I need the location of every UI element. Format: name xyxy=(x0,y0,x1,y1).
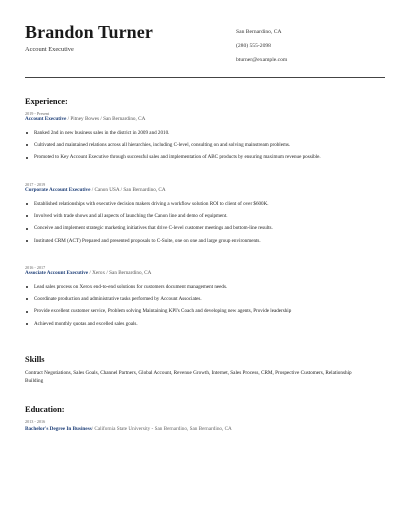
job-role xyxy=(25,187,365,194)
job-entry xyxy=(25,265,365,333)
skills-list: Contract Negotiations, Sales Goals, Channel Partners, Global Account, Revenue Growth, Internet, Sales Process, CRM, Prospective Customers, Relationship Building xyxy=(25,370,352,384)
job-bullet: Ranked 2nd in new business sales in the district in 2009 and 2010. xyxy=(25,130,365,136)
job-bullet: Conceive and implement strategic marketing initiatives that drive C-level customer meetings and bottom-line results. xyxy=(25,225,365,231)
job-bullets xyxy=(25,284,365,327)
skills-heading: Skills xyxy=(25,355,45,364)
job-bullet: Lead sales process on Xerox end-to-end solutions for customers document management needs. xyxy=(25,284,365,290)
job-company: / Canon USA / San Bernardino, CA xyxy=(90,187,166,193)
education-heading: Education: xyxy=(25,405,65,414)
job-dates: 2016 - 2017 xyxy=(25,265,46,270)
job-position: Account Executive xyxy=(25,116,67,122)
candidate-title: Account Executive xyxy=(25,46,74,53)
contact-phone: (280) 555-2098 xyxy=(236,43,271,49)
job-bullet: Cultivated and maintained relations across all hierarchies, including C-level, consulting on and solving mainstream problems. xyxy=(25,142,365,148)
job-bullet: Instituted CRM (ACT) Prepared and presented proposals to C-Suite, one on one and large group environments. xyxy=(25,238,365,244)
education-degree: Bachelor's Degree In Business xyxy=(25,426,92,432)
job-bullet: Involved with trade shows and all aspects of launching the Canon line and demo of equipment. xyxy=(25,213,365,219)
job-role xyxy=(25,116,365,123)
education-school: / California State University - San Bernardino, San Bernardino, CA xyxy=(91,426,232,432)
contact-block xyxy=(236,29,287,71)
job-bullets xyxy=(25,130,365,160)
job-bullet: Achieved monthly quotas and excelled sales goals. xyxy=(25,321,365,327)
job-company: / Pitney Bowes / San Bernardino, CA xyxy=(66,116,146,122)
contact-email[interactable]: bturner@example.com xyxy=(236,57,288,63)
job-dates: 2017 - 2019 xyxy=(25,182,46,187)
education-entry xyxy=(25,426,232,432)
job-dates: 2019 - Present xyxy=(25,111,50,116)
header-divider xyxy=(25,77,385,78)
job-entry xyxy=(25,182,365,250)
job-position: Associate Account Executive xyxy=(25,270,89,276)
job-bullet: Coordinate production and administrative tasks performed by Account Associates. xyxy=(25,296,365,302)
education-dates: 2013 - 2016 xyxy=(25,419,46,424)
job-position: Corporate Account Executive xyxy=(25,187,91,193)
job-role xyxy=(25,270,365,277)
job-bullet: Provide excellent customer service, Problem solving Maintaining KPI's Coach and developing new agents, Provide leadership xyxy=(25,308,365,314)
job-entry xyxy=(25,111,365,167)
job-bullet: Established relationships with executive decision makers driving a workflow solution ROI to client of over $600K. xyxy=(25,201,365,207)
candidate-name: Brandon Turner xyxy=(25,22,153,42)
job-bullets xyxy=(25,201,365,244)
experience-heading: Experience: xyxy=(25,97,68,106)
job-bullet: Promoted to Key Account Executive through successful sales and implementation of ABC products by ensuring maximum revenue possible. xyxy=(25,154,365,160)
job-company: / Xerox / San Bernardino, CA xyxy=(88,270,152,276)
contact-location: San Bernardino, CA xyxy=(236,29,282,35)
